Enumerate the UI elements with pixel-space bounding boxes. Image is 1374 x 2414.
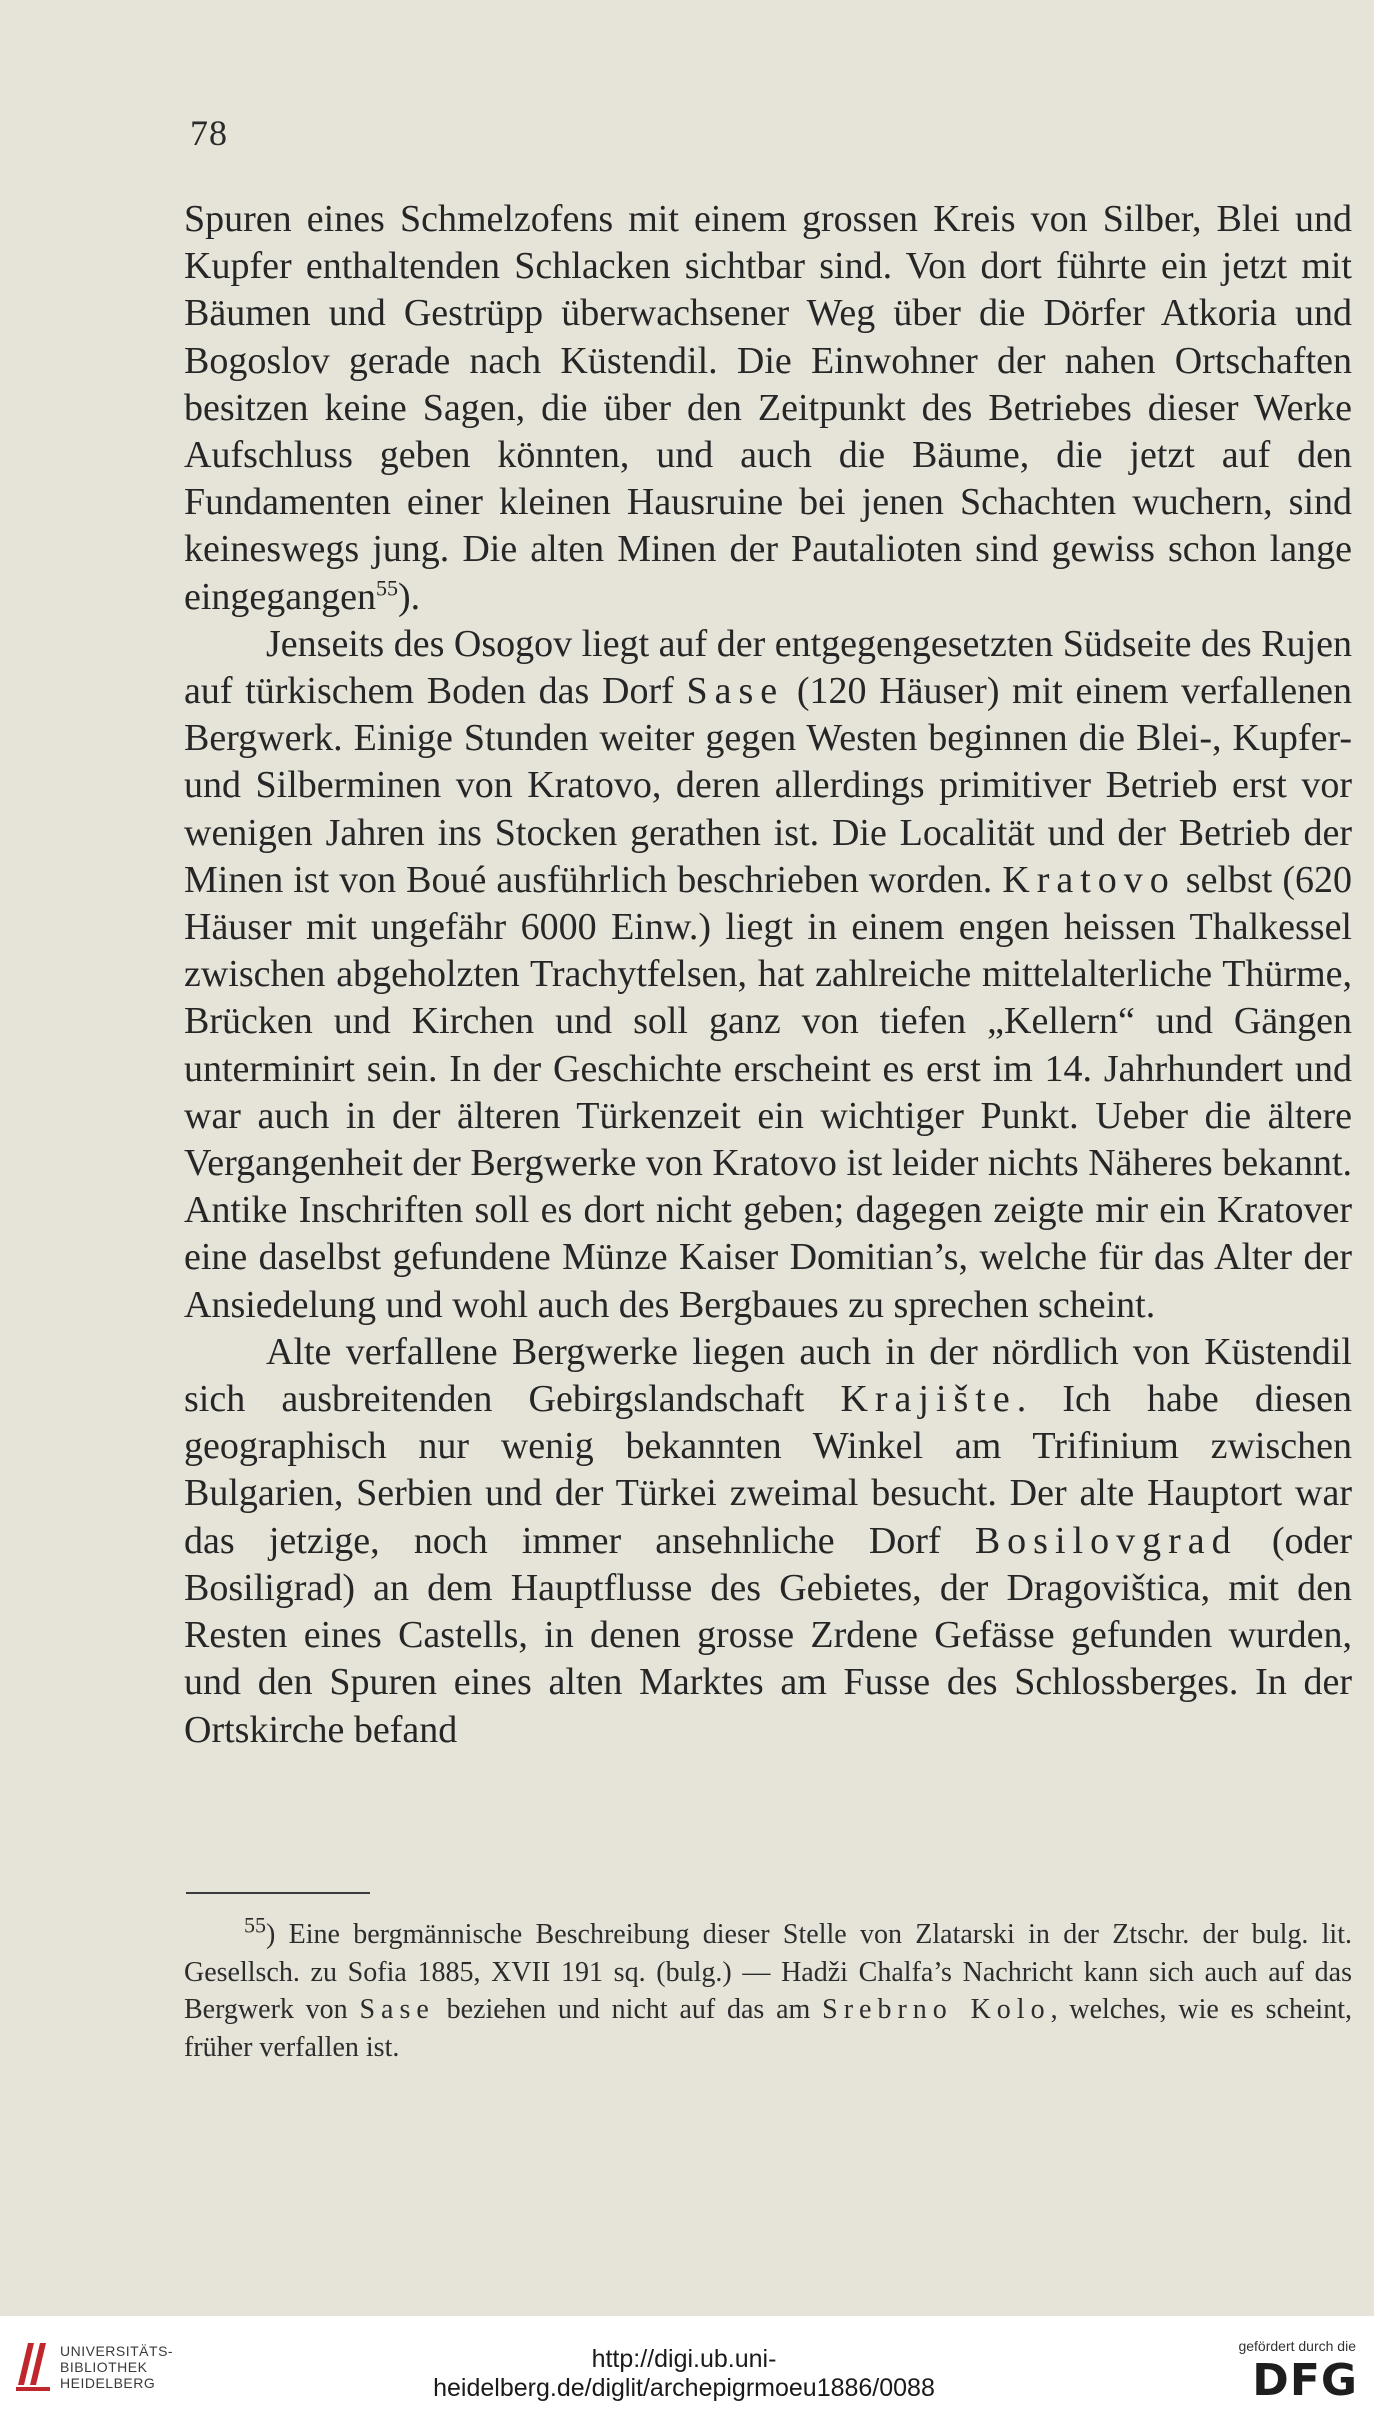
paragraph <box>184 1329 1352 1754</box>
spaced-name: Kratovo <box>1002 858 1176 901</box>
dfg-logo: DFG <box>1252 2355 1358 2406</box>
text-run: Spuren eines Schmelzofens mit einem grossen Kreis von Silber, Blei und Kupfer enthaltenden Schlacken sichtbar sind. Von dort führte ein jetzt mit Bäumen und Gestrüpp überwachsener Weg über die Dörfer Atkoria und Bogoslov gerade nach Küstendil. Die Einwohner der nahen Ortschaften besitzen keine Sagen, die über den Zeitpunkt des Betriebes dieser Werke Aufschluss geben könnten, und auch die Bäume, die jetzt auf den Fundamenten einer kleinen Hausruine bei jenen Schachten wuchern, sind keineswegs jung. Die alten Minen der Pautalioten sind gewiss schon lange eingegangen <box>184 198 1352 618</box>
library-name-line: BIBLIOTHEK <box>60 2359 148 2375</box>
library-name-line: UNIVERSITÄTS- <box>60 2343 174 2359</box>
text-run: selbst (620 Häuser mit ungefähr 6000 Einw.) liegt in einem engen heissen Thalkessel zwischen abgeholzten Trachytfelsen, hat zahlreiche mittelalterliche Thürme, Brücken und Kirchen und soll ganz von tiefen „Kellern“ und Gängen unterminirt sein. In der Geschichte erscheint es erst im 14. Jahrhundert und war auch in der älteren Türkenzeit ein wichtiger Punkt. Ueber die ältere Vergangenheit der Bergwerke von Kratovo ist leider nichts Näheres bekannt. Antike Inschriften soll es dort nicht geben; dagegen zeigte mir ein Kratover eine daselbst gefundene Münze Kaiser Domitian’s, welche für das Alter der Ansiedelung und wohl auch des Bergbaues zu sprechen scheint. <box>184 858 1353 1326</box>
footnote <box>184 1912 1352 2066</box>
text-run: ). <box>398 575 421 618</box>
text-run: Alte verfallene Bergwerke liegen auch in der nördlich von Küstendil sich ausbreitenden Gebirgslandschaft <box>184 1330 1352 1421</box>
text-run: (120 Häuser) mit einem verfallenen Bergwerk. Einige Stunden weiter gegen Westen beginnen die Blei-, Kupfer- und Silberminen von Kratovo, deren allerdings primitiver Betrieb erst vor wenigen Jahren ins Stocken gerathen ist. Die Localität und der Betrieb der Minen ist von Boué ausführlich beschrieben worden. <box>184 670 1352 901</box>
paragraph <box>184 621 1352 1329</box>
permalink-url[interactable]: http://digi.ub.uni-heidelberg.de/diglit/archepigrmoeu1886/0088 <box>433 2345 935 2402</box>
funded-by-text: gefördert durch die <box>1238 2338 1356 2354</box>
paragraph <box>184 196 1352 621</box>
footnote-marker: 55 <box>244 1912 266 1938</box>
text-run: (oder Bosiligrad) an dem Hauptflusse des Gebietes, der Dragovištica, mit den Resten eines Castells, in denen grosse Zrdene Gefässe gefunden wurden, und den Spuren eines alten Marktes am Fusse des Schlossberges. In der Ortskirche befand <box>184 1519 1352 1751</box>
spaced-name: Sase <box>359 1994 435 2025</box>
page-number: 78 <box>190 113 228 153</box>
text-run: . Ich habe diesen geographisch nur wenig bekannten Winkel am Trifinium zwischen Bulgarien, Serbien und der Türkei zweimal besucht. Der alte Hauptort war das jetzige, noch immer ansehnliche Dorf <box>184 1378 1352 1562</box>
text-run: ) Eine bergmännische Beschreibung dieser Stelle von Zlatarski in der Ztschr. der bulg. lit. Gesellsch. zu Sofia 1885, XVII 191 sq. (bulg.) — Hadži Chalfa’s Nachricht kann sich auch auf das Bergwerk von <box>184 1919 1352 2025</box>
footnote-text <box>184 1912 1352 2066</box>
library-name-line: HEIDELBERG <box>60 2375 156 2391</box>
spaced-name: Bosilovgrad <box>974 1519 1238 1562</box>
spaced-name: Krajište <box>840 1378 1017 1421</box>
spaced-name: Sase <box>686 670 785 713</box>
text-run: Jenseits des Osogov liegt auf der entgegengesetzten Südseite des Rujen auf türkischem Boden das Dorf <box>184 622 1352 713</box>
ub-heidelberg-logo-icon <box>14 2335 54 2395</box>
spaced-name: Srebrno Kolo <box>822 1994 1051 2025</box>
library-name <box>60 2343 173 2391</box>
body-text <box>184 196 1352 1754</box>
text-run: beziehen und nicht auf das am <box>434 1994 823 2025</box>
footnote-marker: 55 <box>376 574 399 600</box>
footnote-separator <box>186 1892 370 1894</box>
text-run: , welches, wie es scheint, früher verfallen ist. <box>184 1994 1352 2063</box>
